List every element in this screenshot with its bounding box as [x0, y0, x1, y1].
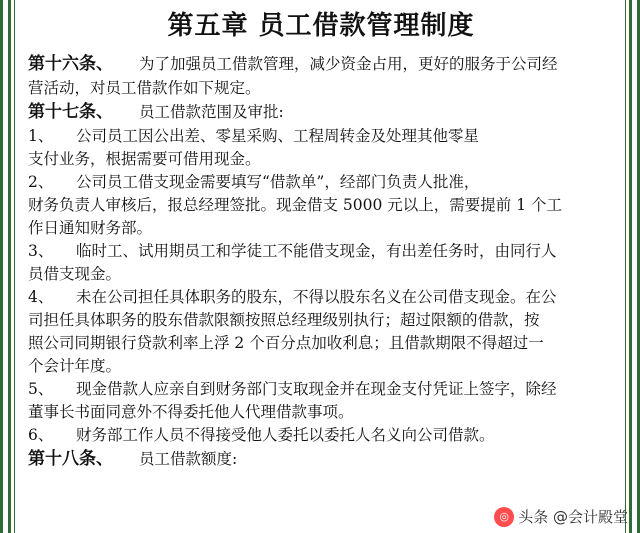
article-17-heading — [28, 100, 614, 125]
item-4-line-4: 个会计年度。 — [28, 357, 122, 375]
article-18-label: 第十八条、 — [28, 449, 113, 469]
watermark-text: 头条 @会计殿堂 — [518, 508, 628, 526]
article-16-heading — [28, 52, 614, 77]
item-4-number: 4、 — [28, 288, 54, 306]
item-6-line-1: 6、 财务部工作人员不得接受他人委托以委托人名义向公司借款。 — [28, 424, 614, 447]
article-16-label: 第十六条、 — [28, 54, 113, 74]
item-2-line-1: 2、 公司员工借支现金需要填写“借款单”，经部门负责人批准， — [28, 171, 614, 194]
item-4-line-1: 4、 未在公司担任具体职务的股东，不得以股东名义在公司借支现金。在公 — [28, 286, 614, 309]
item-2-number: 2、 — [28, 173, 54, 191]
item-5-line-1: 5、 现金借款人应亲自到财务部门支取现金并在现金支付凭证上签字，除经 — [28, 378, 614, 401]
item-1-number: 1、 — [28, 127, 54, 145]
article-17-label: 第十七条、 — [28, 102, 113, 122]
article-17-title: 员工借款范围及审批: — [139, 103, 284, 121]
item-3-number: 3、 — [28, 242, 54, 260]
item-1-line-2: 支付业务，根据需要可借用现金。 — [28, 150, 261, 168]
item-6-number: 6、 — [28, 426, 54, 444]
document-body — [28, 0, 614, 472]
article-16-line-1: 为了加强员工借款管理，减少资金占用，更好的服务于公司经 — [139, 55, 558, 73]
article-16-line-2: 营活动，对员工借款作如下规定。 — [28, 79, 261, 97]
toutiao-logo-icon: ◎ — [494, 507, 514, 527]
item-5-line-2: 董事长书面同意外不得委托他人代理借款事项。 — [28, 403, 354, 421]
item-1-line-1: 1、 公司员工因公出差、零星采购、工程周转金及处理其他零星 — [28, 125, 614, 148]
item-3-line-1: 3、 临时工、试用期员工和学徒工不能借支现金，有出差任务时，由同行人 — [28, 240, 614, 263]
item-5-number: 5、 — [28, 380, 54, 398]
item-3-line-2: 员借支现金。 — [28, 265, 122, 283]
article-18-title: 员工借款额度: — [139, 450, 238, 468]
item-2-line-2: 财务负责人审核后，报总经理签批。现金借支 5000 元以上，需要提前 1 个工 — [28, 196, 563, 214]
watermark — [494, 506, 628, 527]
chapter-title: 第五章 员工借款管理制度 — [167, 11, 475, 41]
item-4-line-3: 照公司同期银行贷款利率上浮 2 个百分点加收利息；且借款期限不得超过一 — [28, 334, 544, 352]
item-4-line-2: 司担任具体职务的股东借款限额按照总经理级别执行；超过限额的借款，按 — [28, 311, 540, 329]
article-18-heading — [28, 447, 614, 472]
item-2-line-3: 作日通知财务部。 — [28, 219, 153, 237]
